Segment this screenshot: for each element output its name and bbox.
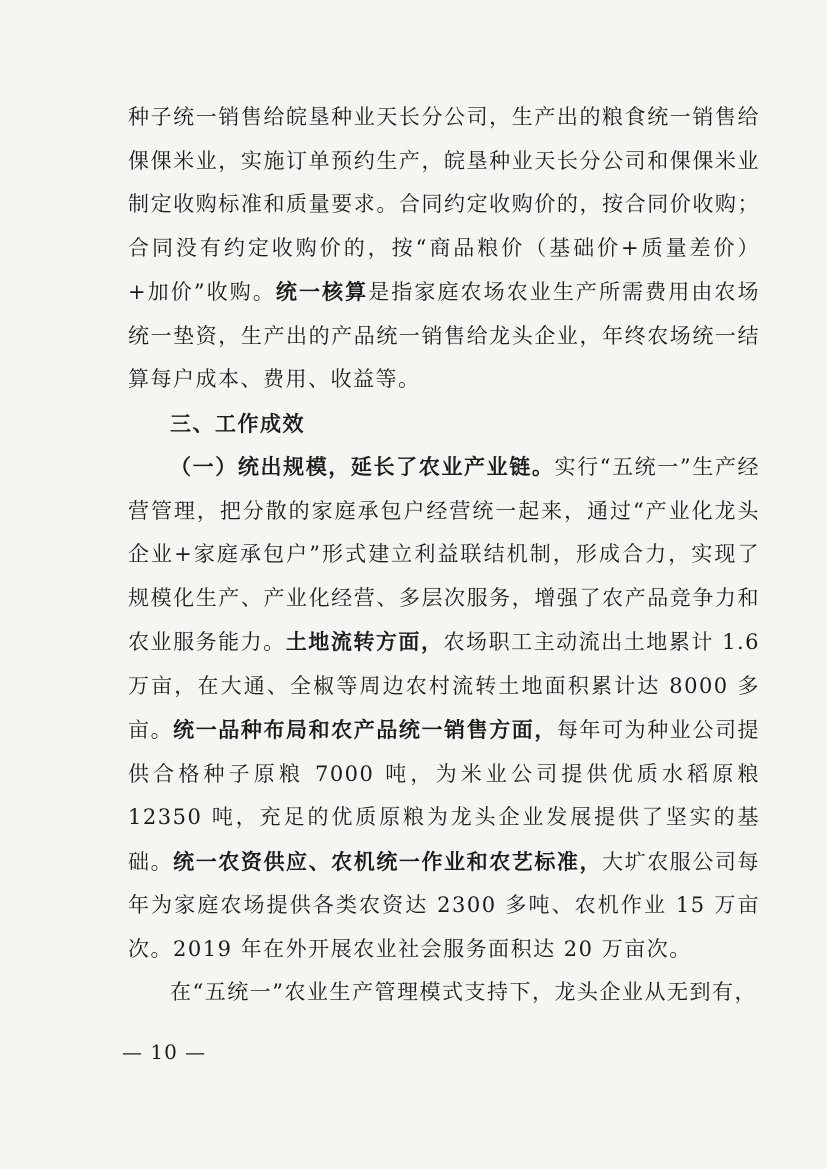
paragraph-text: 每年可为种业公司提供合格种子原粮 7000 吨，为米业公司提供优质水稻原粮 12350 吨，充足的优质原粮为龙头企业发展提供了坚实的基础。 [128, 718, 761, 874]
section-heading: 三、工作成效 [170, 410, 305, 436]
bold-term: 统一品种布局和农产品统一销售方面， [173, 717, 557, 742]
bold-term: 统一核算 [275, 279, 369, 304]
paragraph-text: 大圹农服公司每年为家庭农场提供各类农资达 2300 多吨、农机作业 15 万亩次。2019 年在外开展农业社会服务面积达 20 万亩次。 [128, 849, 761, 961]
paragraph-text: 是指家庭农场农业生产所需费用由农场统一垫资，生产出的产品统一销售给龙头企业，年终农场统一结算每户成本、费用、收益等。 [128, 280, 760, 391]
paragraph-text: 农场职工主动流出土地累计 1.6 万亩，在大通、全椒等周边农村流转土地面积累计达 8000 多亩。 [128, 630, 761, 742]
bold-term: 土地流转方面， [285, 629, 444, 654]
paragraph-2 [128, 445, 760, 971]
paragraph-text: 实行“五统一”生产经营管理，把分散的家庭承包户经营统一起来，通过“产业化龙头企业+家庭承包户”形式建立利益联结机制，形成合力，实现了规模化生产、产业化经营、多层次服务，增强了农产品竞争力和农业服务能力。 [128, 455, 760, 654]
bold-term: 统一农资供应、农机统一作业和农艺标准， [173, 848, 603, 874]
subsection-heading: （一）统出规模，延长了农业产业链。 [170, 454, 555, 479]
paragraph-3: 在“五统一”农业生产管理模式支持下，龙头企业从无到有， [170, 980, 757, 1004]
paragraph-text: 种子统一销售给皖垦种业天长分公司，生产出的粮食统一销售给倮倮米业，实施订单预约生产，皖垦种业天长分公司和倮倮米业制定收购标准和质量要求。合同约定收购价的，按合同价收购；合同没有约定收购价的，按“商品粮价（基础价+质量差价）+加价”收购。 [128, 105, 760, 304]
document-body [128, 96, 760, 1015]
paragraph-1 [128, 96, 760, 402]
page-number: — 10 — [122, 1040, 207, 1064]
